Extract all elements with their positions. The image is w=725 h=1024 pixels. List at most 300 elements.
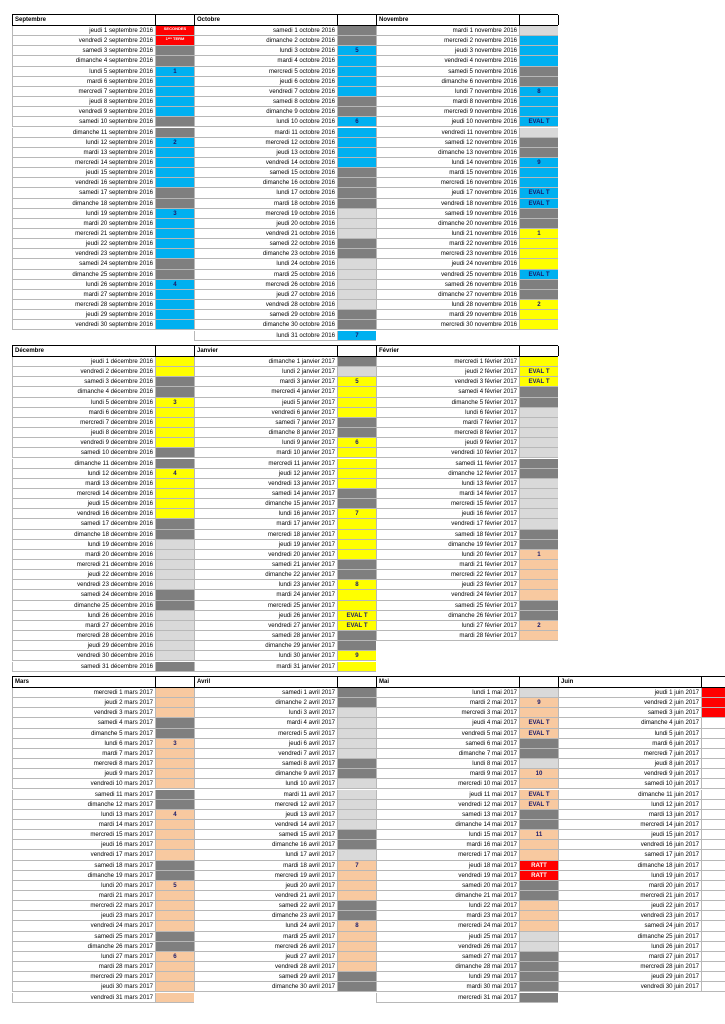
date-cell: mercredi 3 mai 2017 <box>376 708 519 718</box>
week-marker-cell <box>337 800 376 810</box>
date-cell: lundi 3 octobre 2016 <box>194 46 337 56</box>
week-marker-cell <box>155 611 194 621</box>
week-marker-cell <box>337 320 376 330</box>
date-cell: lundi 26 décembre 2016 <box>12 611 155 621</box>
date-cell: samedi 10 septembre 2016 <box>12 117 155 127</box>
date-cell: lundi 24 avril 2017 <box>194 921 337 931</box>
week-marker-cell <box>337 560 376 570</box>
date-cell: vendredi 3 mars 2017 <box>12 708 155 718</box>
week-marker-cell <box>701 911 725 921</box>
week-marker-cell <box>155 87 194 97</box>
date-cell: lundi 5 décembre 2016 <box>12 398 155 408</box>
date-cell: lundi 21 novembre 2016 <box>376 229 519 239</box>
date-cell: jeudi 4 mai 2017 <box>376 718 519 728</box>
week-marker-cell <box>155 219 194 229</box>
date-cell: lundi 20 mars 2017 <box>12 881 155 891</box>
date-cell: jeudi 12 janvier 2017 <box>194 469 337 479</box>
week-marker-cell <box>155 117 194 127</box>
week-marker-cell <box>519 310 558 320</box>
week-marker-cell <box>155 377 194 387</box>
date-cell: mercredi 23 novembre 2016 <box>376 249 519 259</box>
week-marker-cell <box>337 418 376 428</box>
date-cell: mercredi 7 juin 2017 <box>558 749 701 759</box>
week-marker-cell <box>519 290 558 300</box>
week-marker-cell <box>519 708 558 718</box>
date-cell: samedi 3 septembre 2016 <box>12 46 155 56</box>
date-cell: dimanche 16 octobre 2016 <box>194 178 337 188</box>
week-marker-cell <box>155 749 194 759</box>
week-marker-cell <box>519 499 558 509</box>
week-marker-cell <box>519 36 558 46</box>
week-marker-cell <box>701 769 725 779</box>
week-marker-cell <box>337 850 376 860</box>
week-marker-cell <box>701 759 725 769</box>
week-marker-cell: EVAL T <box>519 367 558 377</box>
date-cell: lundi 26 juin 2017 <box>558 942 701 952</box>
week-marker-cell <box>155 310 194 320</box>
month-header: Février <box>376 346 519 356</box>
week-marker-cell <box>701 718 725 728</box>
week-marker-cell <box>519 850 558 860</box>
week-marker-cell <box>519 438 558 448</box>
week-marker-cell <box>337 199 376 209</box>
date-cell: dimanche 13 novembre 2016 <box>376 148 519 158</box>
week-marker-cell <box>519 921 558 931</box>
week-marker-cell <box>519 540 558 550</box>
date-cell: jeudi 13 avril 2017 <box>194 810 337 820</box>
date-cell: vendredi 20 janvier 2017 <box>194 550 337 560</box>
date-cell: samedi 25 février 2017 <box>376 601 519 611</box>
date-cell: samedi 10 juin 2017 <box>558 779 701 789</box>
week-marker-cell <box>155 550 194 560</box>
date-cell: lundi 19 juin 2017 <box>558 871 701 881</box>
week-marker-cell <box>155 708 194 718</box>
week-marker-cell <box>155 540 194 550</box>
week-marker-cell <box>155 942 194 952</box>
date-cell: mardi 14 mars 2017 <box>12 820 155 830</box>
date-cell: lundi 19 septembre 2016 <box>12 209 155 219</box>
week-marker-cell <box>155 270 194 280</box>
week-marker-cell <box>337 97 376 107</box>
date-cell: mercredi 2 novembre 2016 <box>376 36 519 46</box>
date-cell: lundi 12 septembre 2016 <box>12 138 155 148</box>
date-cell: jeudi 9 mars 2017 <box>12 769 155 779</box>
date-cell: jeudi 8 juin 2017 <box>558 759 701 769</box>
date-cell: dimanche 26 mars 2017 <box>12 942 155 952</box>
week-marker-cell <box>337 138 376 148</box>
week-marker-cell <box>337 530 376 540</box>
date-cell: mardi 6 juin 2017 <box>558 739 701 749</box>
date-cell: samedi 28 janvier 2017 <box>194 631 337 641</box>
week-marker-cell <box>155 408 194 418</box>
date-cell: samedi 24 septembre 2016 <box>12 259 155 269</box>
week-marker-cell <box>337 158 376 168</box>
week-marker-cell <box>337 891 376 901</box>
date-cell: mardi 27 septembre 2016 <box>12 290 155 300</box>
date-cell: vendredi 27 janvier 2017 <box>194 621 337 631</box>
week-marker-cell <box>155 830 194 840</box>
date-cell: samedi 20 mai 2017 <box>376 881 519 891</box>
week-marker-cell <box>519 932 558 942</box>
date-cell: dimanche 18 juin 2017 <box>558 861 701 871</box>
date-cell: dimanche 12 mars 2017 <box>12 800 155 810</box>
week-marker-cell <box>337 901 376 911</box>
week-marker-cell <box>337 219 376 229</box>
date-cell: vendredi 23 septembre 2016 <box>12 249 155 259</box>
week-marker-cell <box>519 688 558 698</box>
date-cell: mercredi 17 mai 2017 <box>376 850 519 860</box>
date-cell: samedi 22 octobre 2016 <box>194 239 337 249</box>
week-marker-cell <box>701 688 725 698</box>
week-marker-cell <box>155 871 194 881</box>
date-cell: mercredi 9 novembre 2016 <box>376 107 519 117</box>
week-marker-cell <box>155 962 194 972</box>
date-cell: mardi 1 novembre 2016 <box>376 26 519 36</box>
date-cell: jeudi 23 mars 2017 <box>12 911 155 921</box>
date-cell: mardi 11 avril 2017 <box>194 790 337 800</box>
date-cell: lundi 7 novembre 2016 <box>376 87 519 97</box>
date-cell: samedi 11 mars 2017 <box>12 790 155 800</box>
date-cell: jeudi 29 décembre 2016 <box>12 641 155 651</box>
week-marker-cell <box>155 840 194 850</box>
week-marker-cell <box>155 800 194 810</box>
date-cell: jeudi 10 novembre 2016 <box>376 117 519 127</box>
week-marker-cell <box>337 641 376 651</box>
date-cell: mercredi 7 septembre 2016 <box>12 87 155 97</box>
week-marker-cell: 7 <box>337 861 376 871</box>
week-marker-cell <box>519 759 558 769</box>
week-marker-cell <box>155 418 194 428</box>
week-marker-cell <box>337 87 376 97</box>
date-cell: vendredi 4 novembre 2016 <box>376 56 519 66</box>
date-cell: mardi 20 septembre 2016 <box>12 219 155 229</box>
date-cell: lundi 13 février 2017 <box>376 479 519 489</box>
date-cell: vendredi 25 novembre 2016 <box>376 270 519 280</box>
week-marker-cell <box>701 729 725 739</box>
week-marker-cell <box>337 540 376 550</box>
date-cell: mercredi 28 septembre 2016 <box>12 300 155 310</box>
date-cell: dimanche 1 janvier 2017 <box>194 357 337 367</box>
week-marker-cell <box>155 759 194 769</box>
date-cell: mercredi 14 septembre 2016 <box>12 158 155 168</box>
week-marker-cell: 5 <box>337 377 376 387</box>
date-cell: dimanche 23 avril 2017 <box>194 911 337 921</box>
week-marker-cell: 4 <box>155 810 194 820</box>
week-marker-cell <box>337 810 376 820</box>
week-marker-cell <box>519 97 558 107</box>
week-marker-cell <box>337 408 376 418</box>
week-marker-cell: 6 <box>337 117 376 127</box>
date-cell: mercredi 11 janvier 2017 <box>194 459 337 469</box>
date-cell: vendredi 23 décembre 2016 <box>12 580 155 590</box>
date-cell: mardi 30 mai 2017 <box>376 982 519 992</box>
week-marker-cell <box>337 67 376 77</box>
week-marker-cell <box>519 56 558 66</box>
date-cell: mercredi 15 mars 2017 <box>12 830 155 840</box>
week-marker-cell <box>519 320 558 330</box>
week-marker-cell <box>337 830 376 840</box>
date-cell: mercredi 31 mai 2017 <box>376 993 519 1003</box>
week-marker-cell: EVAL T <box>519 199 558 209</box>
week-marker-cell <box>701 739 725 749</box>
week-marker-cell <box>519 209 558 219</box>
date-cell: vendredi 5 mai 2017 <box>376 729 519 739</box>
date-cell: mardi 4 avril 2017 <box>194 718 337 728</box>
week-marker-cell: EVAL T <box>519 377 558 387</box>
date-cell: vendredi 2 juin 2017 <box>558 698 701 708</box>
date-cell: samedi 19 novembre 2016 <box>376 209 519 219</box>
week-marker-cell <box>337 26 376 36</box>
week-marker-cell <box>337 871 376 881</box>
week-marker-cell <box>337 270 376 280</box>
date-cell: jeudi 16 mars 2017 <box>12 840 155 850</box>
date-cell: jeudi 1 juin 2017 <box>558 688 701 698</box>
week-marker-cell: 6 <box>155 952 194 962</box>
date-cell: jeudi 30 mars 2017 <box>12 982 155 992</box>
date-cell: vendredi 16 juin 2017 <box>558 840 701 850</box>
week-marker-cell <box>519 128 558 138</box>
week-marker-cell: 8 <box>337 921 376 931</box>
week-marker-cell <box>519 107 558 117</box>
week-marker-cell <box>337 769 376 779</box>
week-marker-cell <box>337 229 376 239</box>
date-cell: vendredi 24 mars 2017 <box>12 921 155 931</box>
week-marker-cell <box>701 708 725 718</box>
date-cell: jeudi 17 novembre 2016 <box>376 188 519 198</box>
week-marker-cell <box>337 387 376 397</box>
date-cell: mardi 9 mai 2017 <box>376 769 519 779</box>
date-cell: lundi 10 avril 2017 <box>194 779 337 789</box>
week-marker-cell <box>337 36 376 46</box>
date-cell: lundi 12 décembre 2016 <box>12 469 155 479</box>
date-cell: samedi 31 décembre 2016 <box>12 662 155 672</box>
week-marker-cell <box>155 367 194 377</box>
date-cell: mercredi 22 mars 2017 <box>12 901 155 911</box>
week-marker-cell <box>519 601 558 611</box>
week-marker-cell <box>155 662 194 672</box>
month-header: Juin <box>558 677 701 687</box>
week-marker-cell <box>337 718 376 728</box>
date-cell: samedi 26 novembre 2016 <box>376 280 519 290</box>
date-cell: vendredi 2 décembre 2016 <box>12 367 155 377</box>
date-cell: lundi 17 avril 2017 <box>194 850 337 860</box>
date-cell: jeudi 5 janvier 2017 <box>194 398 337 408</box>
date-cell: samedi 18 mars 2017 <box>12 861 155 871</box>
date-cell: jeudi 23 février 2017 <box>376 580 519 590</box>
week-marker-cell <box>519 459 558 469</box>
week-marker-cell: 5 <box>155 881 194 891</box>
date-cell: mardi 28 février 2017 <box>376 631 519 641</box>
date-cell: jeudi 22 décembre 2016 <box>12 570 155 580</box>
date-cell: dimanche 15 janvier 2017 <box>194 499 337 509</box>
date-cell: mardi 20 juin 2017 <box>558 881 701 891</box>
week-marker-cell <box>337 357 376 367</box>
week-marker-cell: 3 <box>155 209 194 219</box>
date-cell: vendredi 23 juin 2017 <box>558 911 701 921</box>
date-cell: lundi 24 octobre 2016 <box>194 259 337 269</box>
week-marker-cell <box>155 438 194 448</box>
week-marker-cell <box>155 698 194 708</box>
date-cell: mercredi 19 avril 2017 <box>194 871 337 881</box>
week-marker-cell <box>155 168 194 178</box>
date-cell: mercredi 10 mai 2017 <box>376 779 519 789</box>
week-marker-cell <box>519 387 558 397</box>
week-marker-cell: 2 <box>519 300 558 310</box>
date-cell: lundi 16 janvier 2017 <box>194 509 337 519</box>
date-cell: jeudi 15 juin 2017 <box>558 830 701 840</box>
date-cell: mardi 18 avril 2017 <box>194 861 337 871</box>
week-marker-cell: RATT <box>519 871 558 881</box>
week-marker-cell <box>519 942 558 952</box>
week-marker-cell <box>155 77 194 87</box>
date-cell: mercredi 12 octobre 2016 <box>194 138 337 148</box>
week-marker-cell: EVAL T <box>519 117 558 127</box>
week-marker-cell <box>701 820 725 830</box>
date-cell: vendredi 13 janvier 2017 <box>194 479 337 489</box>
date-cell: jeudi 29 juin 2017 <box>558 972 701 982</box>
date-cell: samedi 18 février 2017 <box>376 530 519 540</box>
calendar-block-2 <box>12 345 558 672</box>
date-cell: dimanche 4 décembre 2016 <box>12 387 155 397</box>
month-header: Janvier <box>194 346 337 356</box>
date-cell: mercredi 29 mars 2017 <box>12 972 155 982</box>
week-marker-cell <box>155 300 194 310</box>
week-marker-cell <box>337 759 376 769</box>
week-marker-cell <box>701 952 725 962</box>
date-cell: mardi 11 octobre 2016 <box>194 128 337 138</box>
date-cell: samedi 10 décembre 2016 <box>12 448 155 458</box>
date-cell: jeudi 8 décembre 2016 <box>12 428 155 438</box>
week-marker-cell <box>337 790 376 800</box>
date-cell: mardi 21 mars 2017 <box>12 891 155 901</box>
date-cell: dimanche 30 avril 2017 <box>194 982 337 992</box>
week-marker-cell <box>337 428 376 438</box>
date-cell: dimanche 5 mars 2017 <box>12 729 155 739</box>
date-cell: mardi 31 janvier 2017 <box>194 662 337 672</box>
date-cell: samedi 8 octobre 2016 <box>194 97 337 107</box>
week-marker-cell: 6 <box>337 438 376 448</box>
week-marker-cell <box>519 479 558 489</box>
date-cell: mardi 29 novembre 2016 <box>376 310 519 320</box>
month-header: Novembre <box>376 15 519 25</box>
date-cell: mardi 17 janvier 2017 <box>194 519 337 529</box>
date-cell: jeudi 1 décembre 2016 <box>12 357 155 367</box>
week-marker-cell: EVAL T <box>519 800 558 810</box>
date-cell: vendredi 28 avril 2017 <box>194 962 337 972</box>
week-marker-cell: 7 <box>337 331 376 341</box>
week-marker-cell <box>155 199 194 209</box>
week-marker-cell: 3 <box>155 739 194 749</box>
date-cell: lundi 13 mars 2017 <box>12 810 155 820</box>
date-cell: lundi 1 mai 2017 <box>376 688 519 698</box>
date-cell: samedi 27 mai 2017 <box>376 952 519 962</box>
week-marker-cell <box>337 519 376 529</box>
week-marker-cell <box>337 259 376 269</box>
date-cell: mardi 20 décembre 2016 <box>12 550 155 560</box>
date-cell: vendredi 21 avril 2017 <box>194 891 337 901</box>
date-cell: samedi 24 décembre 2016 <box>12 590 155 600</box>
date-cell: dimanche 27 novembre 2016 <box>376 290 519 300</box>
week-marker-cell: EVAL T <box>519 790 558 800</box>
week-marker-cell <box>155 249 194 259</box>
date-cell: jeudi 9 février 2017 <box>376 438 519 448</box>
week-marker-cell <box>519 239 558 249</box>
week-marker-cell: 11 <box>519 830 558 840</box>
date-cell: jeudi 25 mai 2017 <box>376 932 519 942</box>
week-marker-cell: 4 <box>155 280 194 290</box>
week-marker-cell <box>519 952 558 962</box>
week-marker-cell <box>155 239 194 249</box>
week-marker-cell <box>519 993 558 1003</box>
week-marker-cell <box>519 810 558 820</box>
date-cell: mardi 21 février 2017 <box>376 560 519 570</box>
date-cell: mercredi 7 décembre 2016 <box>12 418 155 428</box>
week-marker-cell <box>337 280 376 290</box>
date-cell: vendredi 26 mai 2017 <box>376 942 519 952</box>
week-marker-cell <box>519 489 558 499</box>
week-marker-cell <box>337 300 376 310</box>
week-marker-cell: 7 <box>337 509 376 519</box>
week-marker-cell <box>337 56 376 66</box>
date-cell: vendredi 21 octobre 2016 <box>194 229 337 239</box>
week-marker-cell <box>155 932 194 942</box>
date-cell: dimanche 30 octobre 2016 <box>194 320 337 330</box>
date-cell: dimanche 29 janvier 2017 <box>194 641 337 651</box>
week-marker-cell <box>519 259 558 269</box>
date-cell: samedi 29 octobre 2016 <box>194 310 337 320</box>
date-cell: mardi 7 février 2017 <box>376 418 519 428</box>
date-cell: lundi 31 octobre 2016 <box>194 331 337 341</box>
week-marker-cell <box>337 489 376 499</box>
week-marker-cell <box>337 729 376 739</box>
date-cell: lundi 30 janvier 2017 <box>194 651 337 661</box>
date-cell: samedi 7 janvier 2017 <box>194 418 337 428</box>
date-cell: mardi 10 janvier 2017 <box>194 448 337 458</box>
week-marker-cell <box>701 871 725 881</box>
week-marker-cell <box>701 749 725 759</box>
week-marker-cell <box>155 729 194 739</box>
date-cell: mercredi 14 juin 2017 <box>558 820 701 830</box>
week-marker-cell <box>337 479 376 489</box>
date-cell: samedi 13 mai 2017 <box>376 810 519 820</box>
week-marker-cell <box>519 739 558 749</box>
date-cell: mardi 22 novembre 2016 <box>376 239 519 249</box>
date-cell: mardi 23 mai 2017 <box>376 911 519 921</box>
date-cell: dimanche 16 avril 2017 <box>194 840 337 850</box>
week-marker-cell <box>155 499 194 509</box>
date-cell: samedi 12 novembre 2016 <box>376 138 519 148</box>
week-marker-cell <box>337 209 376 219</box>
week-marker-cell: 2 <box>155 138 194 148</box>
date-cell: mardi 24 janvier 2017 <box>194 590 337 600</box>
week-marker-cell: 10 <box>519 769 558 779</box>
date-cell: mardi 27 décembre 2016 <box>12 621 155 631</box>
date-cell: mercredi 1 février 2017 <box>376 357 519 367</box>
week-marker-cell <box>701 901 725 911</box>
week-marker-cell <box>155 229 194 239</box>
week-marker-cell: 4 <box>155 469 194 479</box>
week-marker-cell <box>519 509 558 519</box>
date-cell: vendredi 19 mai 2017 <box>376 871 519 881</box>
date-cell: samedi 1 avril 2017 <box>194 688 337 698</box>
week-marker-cell <box>701 942 725 952</box>
week-marker-cell <box>337 820 376 830</box>
week-marker-cell <box>155 459 194 469</box>
date-cell: jeudi 11 mai 2017 <box>376 790 519 800</box>
week-marker-cell <box>155 148 194 158</box>
date-cell: mercredi 5 avril 2017 <box>194 729 337 739</box>
date-cell: mercredi 21 décembre 2016 <box>12 560 155 570</box>
